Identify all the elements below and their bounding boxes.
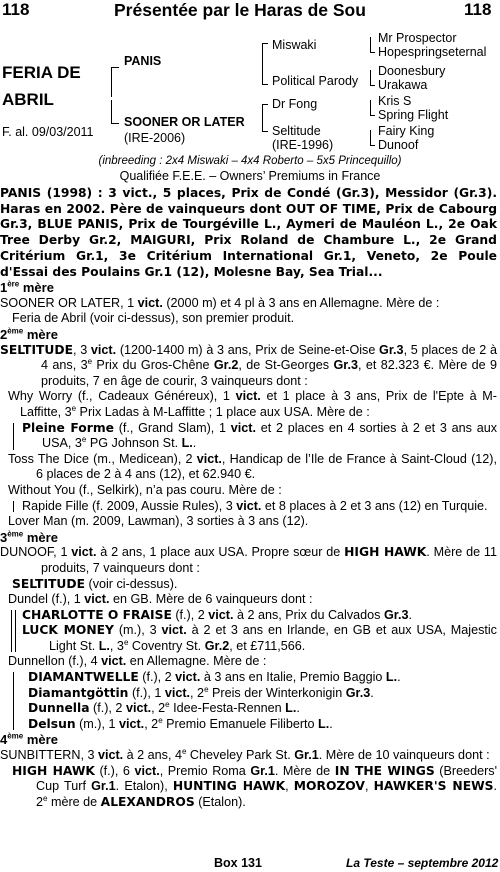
luck-money-name: LUCK MONEY xyxy=(22,623,114,638)
bracket-g3-3t xyxy=(370,115,375,116)
horse-name-line2: ABRIL xyxy=(2,90,54,109)
bracket-gen2-top-t2 xyxy=(262,84,268,85)
in-the-wings-name: IN THE WINGS xyxy=(334,763,435,778)
txt: , 2 xyxy=(190,685,205,700)
section-word: mère xyxy=(23,529,58,545)
dunnellon-entry xyxy=(0,654,497,670)
qualification-note: Qualifiée F.E.E. – Owners’ Premiums in France xyxy=(119,169,381,183)
grade: Gr.3 xyxy=(379,342,404,357)
grade: Gr.3 xyxy=(333,358,358,373)
dam-dam: Seltitude xyxy=(272,124,321,138)
seltitude-ref xyxy=(0,577,497,593)
txt: (f.), 2 xyxy=(89,701,126,716)
sup: e xyxy=(181,746,187,756)
horse-description: F. al. 09/03/2011 xyxy=(2,125,94,139)
charlotte-name: CHARLOTTE O FRAISE xyxy=(22,607,172,622)
horse-name-line1: FERIA DE xyxy=(2,63,81,82)
txt: , et £711,566. xyxy=(229,638,306,653)
txt: (2000 m) et 4 pl à 3 ans en Allemagne. Mère de : xyxy=(162,295,440,310)
txt: à 2 ans, 1 place aux USA. Propre sœur de xyxy=(96,545,345,560)
footer-sale: La Teste – septembre 2012 xyxy=(346,856,499,870)
txt: à 2 et 3 ans en Irlande, en GB et aux USA, Majestic Light St. xyxy=(49,623,497,653)
grade: Gr.2 xyxy=(213,358,239,373)
txt: en GB. Mère de 6 vainqueurs dont : xyxy=(109,592,313,607)
sup: e xyxy=(158,715,163,725)
why-worry-entry xyxy=(0,389,497,420)
vict-label: vict. xyxy=(84,592,110,607)
section-num: 4 xyxy=(0,732,8,748)
footer-box: Box 131 xyxy=(214,856,262,870)
bracket-gen2-bottom xyxy=(262,104,263,132)
vict-label: vict. xyxy=(164,685,191,700)
why-worry-produce xyxy=(10,421,497,452)
txt: DUNOOF, 1 xyxy=(0,545,72,560)
pleine-forme-name: Pleine Forme xyxy=(22,420,114,435)
txt: (voir ci-dessus). xyxy=(85,576,178,591)
delsun-entry xyxy=(10,717,497,733)
bracket-gen2-bottom-t1 xyxy=(262,104,268,105)
first-dam-produce: Feria de Abril (voir ci-dessus), son premier produit. xyxy=(12,311,295,326)
txt: (f.), 1 xyxy=(128,685,165,700)
txt: , Premio Roma xyxy=(159,763,251,778)
txt: , 5 places de 2 à 4 ans, 3 xyxy=(41,342,497,373)
txt: Coventry St. xyxy=(128,638,205,653)
txt: et 8 places à 2 et 3 ans (12) en Turquie. xyxy=(261,498,488,513)
high-hawk-name: HIGH HAWK xyxy=(344,545,427,560)
txt: (m.), 3 xyxy=(113,623,162,638)
txt: Why Worry (f., Cadeaux Généreux), 1 xyxy=(8,389,236,404)
dss: Kris S xyxy=(378,94,412,108)
txt: , 2 xyxy=(151,701,166,716)
txt: et 1 place à 3 ans, Prix de l'Epte à M-Laffitte, 3 xyxy=(20,389,497,419)
diamantwelle-name: DIAMANTWELLE xyxy=(28,670,139,685)
second-dam-name: SELTITUDE xyxy=(0,342,74,357)
txt: à 2 ans, Prix du Calvados xyxy=(233,607,384,622)
hawkers-news-name: HAWKER'S NEWS xyxy=(373,779,494,794)
high-hawk-entry xyxy=(0,764,497,811)
section-word: mère xyxy=(23,732,58,748)
dunnellon-produce xyxy=(10,670,497,732)
dam-sire: Dr Fong xyxy=(272,97,318,111)
vict-label: vict. xyxy=(235,389,261,404)
second-dam-entry xyxy=(0,343,497,390)
vict-label: vict. xyxy=(208,607,234,622)
bracket-g3-4t xyxy=(370,145,375,146)
txt: Toss The Dice (m., Medicean), 2 xyxy=(8,451,197,466)
sss: Mr Prospector xyxy=(378,31,457,45)
txt: (1200-1400 m) à 3 ans, Prix de Seine-et-Oise xyxy=(116,342,380,357)
vict-label: vict. xyxy=(230,420,256,435)
grade: Gr.2 xyxy=(204,638,230,653)
txt: Rapide Fille (f. 2009, Aussie Rules), 3 xyxy=(22,498,237,513)
bracket-gen2-top xyxy=(262,43,263,85)
section-first-dam xyxy=(0,280,497,296)
bracket-g3-1t xyxy=(370,52,375,53)
bracket-g3-4 xyxy=(370,130,371,146)
seltitude-name: SELTITUDE xyxy=(12,576,86,591)
section-sup: ème xyxy=(7,326,24,336)
txt: . xyxy=(397,670,401,685)
sup: e xyxy=(81,434,87,444)
sire-dam: Political Parody xyxy=(272,74,359,88)
fourth-dam-entry xyxy=(0,748,497,764)
bracket-g3-1 xyxy=(370,37,371,53)
txt: et 2 places en 4 sorties à 2 et 3 ans aux USA, 3 xyxy=(42,420,497,451)
section-sup: ème xyxy=(7,529,24,539)
txt: (f.), 2 xyxy=(171,607,209,622)
bracket-gen2-bottom-t2 xyxy=(262,131,268,132)
txt: Prix du Gros-Chêne xyxy=(92,358,214,373)
txt: , Handicap de l’Ile de France à Saint-Cloud (12), 6 places de 2 à 4 ans (12), et 62.940 €. xyxy=(36,451,497,482)
without-you-entry: Without You (f., Selkirk), n’a pas couru. Mère de : xyxy=(8,482,282,497)
txt: Dundel (f.), 1 xyxy=(8,592,85,607)
morozov-name: MOROZOV xyxy=(293,779,365,794)
delsun-name: Delsun xyxy=(28,716,76,731)
without-you-produce xyxy=(10,499,497,515)
txt: Cheveley Park St. xyxy=(186,748,295,763)
sup: e xyxy=(87,357,93,366)
catalogue-body xyxy=(0,186,497,810)
dam-dam-origin: (IRE-1996) xyxy=(272,138,334,152)
txt: Premio Emanuele Filiberto xyxy=(162,716,319,731)
txt: . Etalon), xyxy=(115,779,173,794)
vict-label: vict. xyxy=(137,295,163,310)
bracket-gen2-top-t1 xyxy=(262,43,268,44)
txt: . Mère de xyxy=(274,763,335,778)
grade: Gr.1 xyxy=(294,748,319,763)
section-third-dam xyxy=(0,530,497,546)
dam-name: SOONER OR LATER xyxy=(124,115,245,129)
txt: en Allemagne. Mère de : xyxy=(126,654,267,669)
txt: . xyxy=(329,716,333,731)
diamantwelle-entry xyxy=(10,670,497,686)
txt: (f., Grand Slam), 1 xyxy=(113,420,231,435)
vict-label: vict. xyxy=(236,498,262,513)
hunting-hawk-name: HUNTING HAWK xyxy=(172,779,286,794)
grade: L. xyxy=(285,701,297,716)
txt: SUNBITTERN, 3 xyxy=(0,748,98,763)
section-num: 2 xyxy=(0,327,8,342)
section-num: 3 xyxy=(0,529,8,545)
txt: , et 82.323 €. Mère de 9 produits, 7 en âge de courir, 3 vainqueurs dont : xyxy=(41,358,497,388)
vict-label: vict. xyxy=(97,748,124,763)
section-num: 1 xyxy=(0,280,8,296)
dunnella-name: Dunnella xyxy=(28,701,90,716)
vict-label: vict. xyxy=(161,623,187,638)
sds: Doonesbury xyxy=(378,64,446,78)
txt: à 2 ans, 4 xyxy=(123,748,182,763)
vict-label: vict. xyxy=(71,545,97,560)
sire-sire: Miswaki xyxy=(272,38,317,52)
txt: , 2 xyxy=(144,716,159,731)
grade: L. xyxy=(98,638,110,653)
grade: Gr.3 xyxy=(383,607,409,622)
grade: Gr.1 xyxy=(250,763,275,778)
diamantgottin-name: Diamantgöttin xyxy=(28,685,129,700)
sup: e xyxy=(43,793,48,803)
grade: Gr.3 xyxy=(345,685,371,700)
txt: (f.), 6 xyxy=(94,763,135,778)
vict-label: vict. xyxy=(134,763,160,778)
bracket-g3-2t xyxy=(370,85,375,86)
txt: , de St-Georges xyxy=(238,358,334,373)
page-title: Présentée par le Haras de Sou xyxy=(114,0,366,20)
inbreeding-note: (inbreeding : 2x4 Miswaki – 4x4 Roberto – 5x5 Princequillo) xyxy=(98,155,402,167)
alexandros-name: ALEXANDROS xyxy=(100,794,195,809)
dundel-entry xyxy=(0,592,497,608)
txt: Dunnellon (f.), 4 xyxy=(8,654,102,669)
dunnella-entry xyxy=(10,701,497,717)
charlotte-entry xyxy=(8,608,497,624)
high-hawk-name: HIGH HAWK xyxy=(12,763,95,778)
section-word: mère xyxy=(19,280,54,296)
pleine-forme-entry xyxy=(10,421,497,452)
sup: e xyxy=(165,700,170,710)
vict-label: vict. xyxy=(196,451,222,466)
txt: à 3 ans en Italie, Premio Baggio xyxy=(200,670,386,685)
lot-number-left: 118 xyxy=(2,0,30,19)
section-sup: ème xyxy=(7,732,24,742)
sup: e xyxy=(123,637,129,647)
sire-name: PANIS xyxy=(124,54,162,68)
txt: mère de xyxy=(47,794,101,809)
diamantgottin-entry xyxy=(10,686,497,702)
section-fourth-dam xyxy=(0,732,497,748)
vict-label: vict. xyxy=(125,701,152,716)
first-dam-name: SOONER OR LATER xyxy=(0,295,121,310)
txt: , xyxy=(364,779,374,794)
txt: , 3 xyxy=(109,638,124,653)
dam-origin: (IRE-2006) xyxy=(124,131,186,145)
grade: Gr.1 xyxy=(91,779,116,794)
txt: . xyxy=(408,607,412,622)
lot-number-right: 118 xyxy=(464,0,492,19)
third-dam-entry xyxy=(0,545,497,576)
txt: , xyxy=(285,779,294,794)
txt: Prix Ladas à M-Laffitte ; 1 place aux USA. Mère de : xyxy=(76,404,370,419)
toss-the-dice-entry xyxy=(0,452,497,483)
grade: L. xyxy=(318,716,330,731)
txt: . xyxy=(192,436,197,451)
ddd: Dunoof xyxy=(378,138,419,152)
section-second-dam xyxy=(0,327,497,343)
vict-label: vict. xyxy=(101,654,127,669)
txt: (f.), 2 xyxy=(138,670,176,685)
section-word: mère xyxy=(23,327,58,342)
sdd: Urakawa xyxy=(378,78,428,92)
dds: Fairy King xyxy=(378,124,435,138)
dundel-produce xyxy=(8,608,497,655)
txt: Idee-Festa-Rennen xyxy=(169,701,286,716)
grade: L. xyxy=(385,670,398,685)
sup: e xyxy=(204,684,209,694)
bracket-dam-tick xyxy=(111,123,119,124)
bracket-dam xyxy=(111,100,112,124)
vict-label: vict. xyxy=(175,670,201,685)
txt: (m.), 1 xyxy=(75,716,119,731)
txt: , 1 xyxy=(120,295,138,310)
vict-label: vict. xyxy=(90,342,117,357)
bracket-g3-3 xyxy=(370,100,371,116)
txt: (Breeders' Cup Turf xyxy=(36,763,498,794)
txt: . Mère de 11 produits, 7 vainqueurs dont : xyxy=(41,545,497,575)
bracket-sire xyxy=(111,67,112,97)
bracket-g3-2 xyxy=(370,70,371,86)
section-sup: ère xyxy=(7,279,20,289)
txt: PG Johnson St. xyxy=(86,436,182,451)
bracket-sire-tick xyxy=(111,67,119,68)
sire-paragraph: PANIS (1998) : 3 vict., 5 places, Prix de Condé (Gr.3), Messidor (Gr.3). Haras en 2002. Père de vainqueurs dont OUT OF TIME, Prix de Cabourg Gr.3, BLUE PANIS, Prix de Tourgéville L., Aymeri de Mauléon L., 2e Oak Tree Derby Gr.2, MAIGURI, Prix Roland de Chambure L., 2e Grand Critérium Gr.1, 3e Critérium International Gr.1, Veneto, 2e Poule d'Essai des Poulains Gr.1 (12), Molesne Bay, Sea Trial... xyxy=(0,186,497,279)
txt: . Mère de 10 vainqueurs dont : xyxy=(318,748,490,763)
txt: , 3 xyxy=(73,342,91,357)
grade: L. xyxy=(181,436,193,451)
txt: . 2 xyxy=(36,779,498,809)
txt: . xyxy=(296,701,300,716)
txt: Preis der Winterkonigin xyxy=(208,685,346,700)
txt: . xyxy=(370,685,374,700)
first-dam-entry xyxy=(0,296,497,312)
lover-man-entry: Lover Man (m. 2009, Lawman), 3 sorties à 3 ans (12). xyxy=(8,514,309,529)
vict-label: vict. xyxy=(118,716,145,731)
sup: e xyxy=(71,403,77,413)
ssd: Hopespringseternal xyxy=(378,45,487,59)
rapide-fille-entry xyxy=(10,499,497,515)
luck-money-entry xyxy=(8,623,497,654)
txt: (Etalon). xyxy=(194,794,246,809)
dsd: Spring Flight xyxy=(378,108,449,122)
